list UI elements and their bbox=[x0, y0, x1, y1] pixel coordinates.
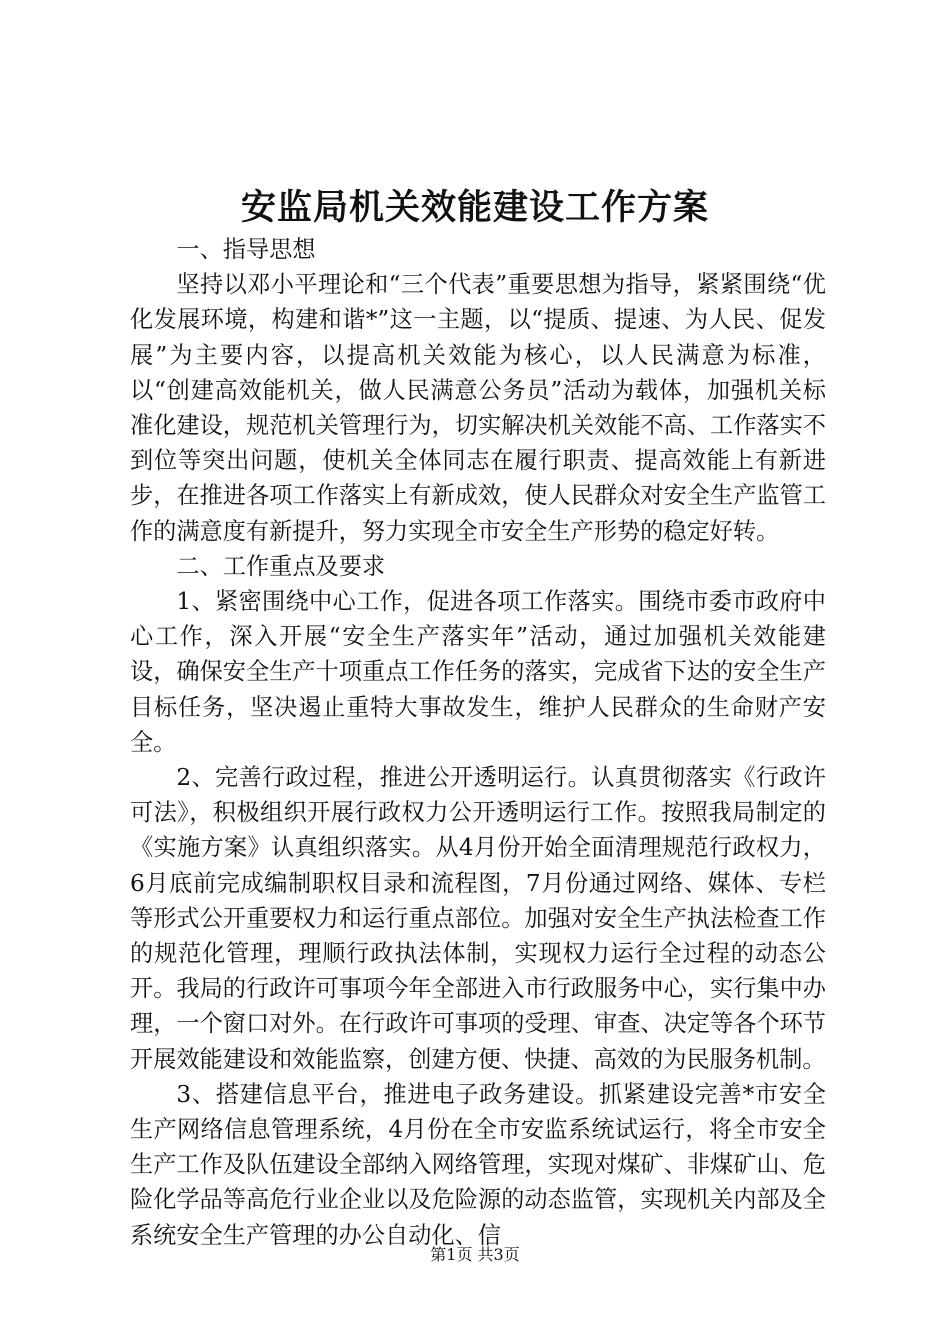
document-title: 安监局机关效能建设工作方案 bbox=[240, 187, 709, 228]
paragraph-item-3: 3、搭建信息平台，推进电子政务建设。抓紧建设完善*市安全生产网络信息管理系统，4月份在全市安监系统试运行，将全市安全生产工作及队伍建设全部纳入网络管理，实现对煤矿、非煤矿山、危险化学品等高危行业企业以及危险源的动态监管，实现机关内部及全系统安全生产管理的办公自动化、信 bbox=[130, 1080, 826, 1249]
paragraph-item-2: 2、完善行政过程，推进公开透明运行。认真贯彻落实《行政许可法》，积极组织开展行政权力公开透明运行工作。按照我局制定的《实施方案》认真组织落实。从4月份开始全面清理规范行政权力，6月底前完成编制职权目录和流程图，7月份通过网络、媒体、专栏等形式公开重要权力和运行重点部位。加强对安全生产执法检查工作的规范化管理，理顺行政执法体制，实现权力运行全过程的动态公开。我局的行政许可事项今年全部进入市行政服务中心，实行集中办理，一个窗口对外。在行政许可事项的受理、审查、决定等各个环节开展效能建设和效能监察，创建方便、快捷、高效的为民服务机制。 bbox=[130, 764, 826, 1073]
section-heading-work-focus: 二、工作重点及要求 bbox=[176, 552, 386, 580]
paragraph-guiding-ideology: 坚持以邓小平理论和“三个代表”重要思想为指导，紧紧围绕“优化发展环境，构建和谐*”这一主题，以“提质、提速、为人民、促发展”为主要内容，以提高机关效能为核心，以人民满意为标准，以“创建高效能机关，做人民满意公务员”活动为载体，加强机关标准化建设，规范机关管理行为，切实解决机关效能不高、工作落实不到位等突出问题，使机关全体同志在履行职责、提高效能上有新进步，在推进各项工作落实上有新成效，使人民群众对安全生产监管工作的满意度有新提升，努力实现全市安全生产形势的稳定好转。 bbox=[130, 271, 826, 545]
paragraph-item-1: 1、紧密围绕中心工作，促进各项工作落实。围绕市委市政府中心工作，深入开展“安全生产落实年”活动，通过加强机关效能建设，确保安全生产十项重点工作任务的落实，完成省下达的安全生产目标任务，坚决遏止重特大事故发生，维护人民群众的生命财产安全。 bbox=[130, 588, 826, 756]
document-body bbox=[130, 232, 826, 1253]
page-number-footer: 第1页 共3页 bbox=[430, 1245, 520, 1264]
section-heading-guiding-ideology: 一、指导思想 bbox=[176, 236, 316, 263]
